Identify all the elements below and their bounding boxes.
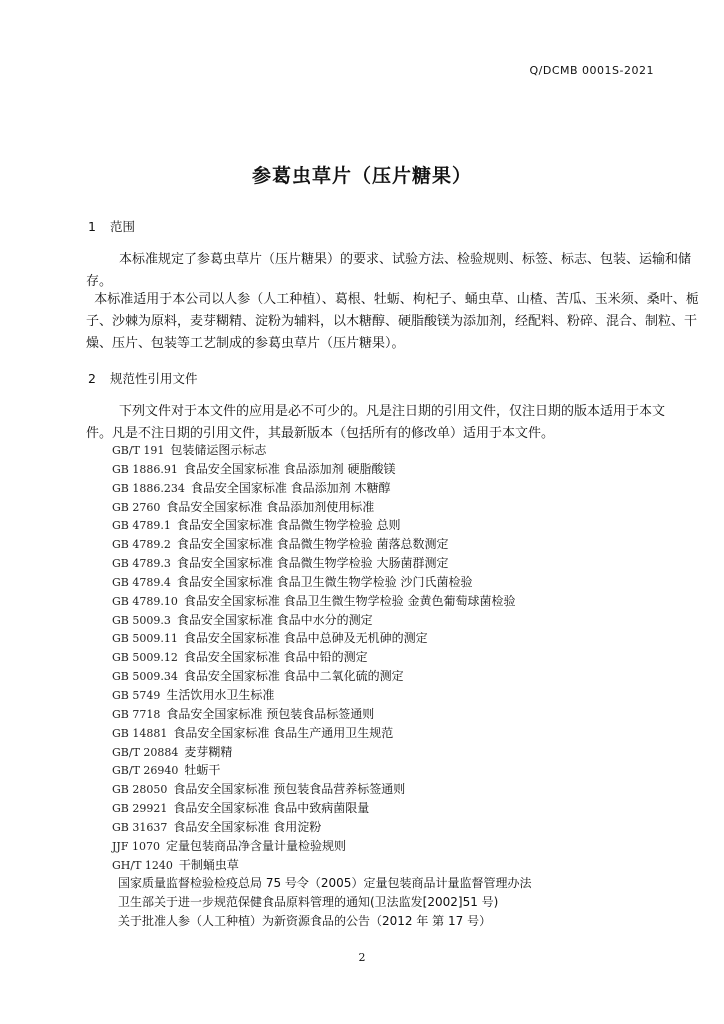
reference-name: 食品安全国家标准 预包装食品标签通则 (166, 706, 375, 721)
reference-code: GB 31637 (112, 820, 168, 834)
reference-code: GH/T 1240 (112, 858, 173, 872)
reference-name: 食品安全国家标准 食品添加剂 硬脂酸镁 (183, 461, 396, 476)
page-number: 2 (358, 951, 366, 964)
reference-code: GB 1886.234 (112, 481, 185, 495)
section-1-heading (88, 217, 135, 235)
reference-item (112, 441, 672, 460)
reference-item (112, 592, 672, 611)
reference-code: GB 5749 (112, 688, 161, 702)
reference-code: GB 5009.12 (112, 651, 178, 665)
reference-name: 牡蛎干 (184, 763, 221, 778)
section-2-paragraph-1 (86, 401, 666, 445)
reference-item (112, 705, 672, 724)
reference-item (112, 460, 672, 479)
reference-code: GB 4789.1 (112, 519, 171, 533)
reference-item (112, 761, 672, 780)
reference-list (112, 441, 672, 931)
reference-item (112, 874, 672, 893)
reference-item (112, 648, 672, 667)
reference-name: 食品安全国家标准 食品卫生微生物学检验 金黄色葡萄球菌检验 (183, 593, 516, 608)
reference-name: 关于批准人参（人工种植）为新资源食品的公告（2012 年 第 17 号） (118, 914, 492, 929)
reference-item (112, 780, 672, 799)
reference-code: GB 1886.91 (112, 462, 178, 476)
paragraph-line: 下列文件对于本文件的应用是必不可少的。凡是注日期的引用文件，仅注日期的版本适用于本文 (86, 404, 666, 419)
reference-code: GB 4789.2 (112, 538, 171, 552)
reference-name: 食品安全国家标准 食品微生物学检验 总则 (176, 518, 401, 533)
reference-item (112, 686, 672, 705)
reference-code: GB 4789.10 (112, 594, 178, 608)
document-title: 参葛虫草片（压片糖果） (251, 165, 472, 187)
reference-code: GB 5009.3 (112, 613, 171, 627)
section-1-paragraph-1 (86, 249, 692, 293)
reference-code: GB 4789.4 (112, 575, 171, 589)
reference-code: GB 5009.11 (112, 632, 178, 646)
reference-name: 食品安全国家标准 食品添加剂使用标准 (166, 499, 375, 514)
reference-name: 食品安全国家标准 食品微生物学检验 菌落总数测定 (176, 537, 449, 552)
reference-name: 食品安全国家标准 食品中水分的测定 (176, 612, 373, 627)
reference-name: 包装储运图示标志 (170, 443, 267, 457)
reference-item (112, 479, 672, 498)
reference-item (112, 818, 672, 837)
reference-name: 国家质量监督检验检疫总局 75 号令（2005）定量包装商品计量监督管理办法 (118, 876, 532, 891)
reference-name: 食品安全国家标准 食品中总砷及无机砷的测定 (183, 631, 428, 646)
reference-name: 食品安全国家标准 食品中铅的测定 (183, 650, 368, 665)
section-title: 范围 (109, 219, 135, 234)
reference-item (112, 856, 672, 875)
reference-item (112, 837, 672, 856)
reference-item (112, 554, 672, 573)
reference-code: GB 5009.34 (112, 670, 178, 684)
reference-item (112, 893, 672, 912)
section-title: 规范性引用文件 (109, 371, 198, 386)
paragraph-line: 存。 (86, 274, 113, 289)
reference-code: GB/T 191 (112, 444, 165, 457)
reference-item (112, 535, 672, 554)
reference-item (112, 611, 672, 630)
reference-code: GB 14881 (112, 726, 168, 740)
reference-name: 食品安全国家标准 预包装食品营养标签通则 (173, 782, 406, 797)
reference-item (112, 573, 672, 592)
standard-code: Q/DCMB 0001S-2021 (529, 64, 654, 77)
section-2-heading (88, 369, 198, 387)
reference-name: 食品安全国家标准 食品中致病菌限量 (173, 801, 370, 816)
reference-name: 食品安全国家标准 食品微生物学检验 大肠菌群测定 (176, 556, 449, 571)
reference-item (112, 629, 672, 648)
section-number: 1 (88, 219, 96, 234)
reference-code: GB 28050 (112, 783, 168, 797)
reference-item (112, 516, 672, 535)
reference-name: 食品安全国家标准 食品中二氧化硫的测定 (183, 669, 404, 684)
reference-item (112, 912, 672, 931)
reference-item (112, 743, 672, 762)
paragraph-line: 本标准规定了参葛虫草片（压片糖果）的要求、试验方法、检验规则、标签、标志、包装、运输和储 (86, 252, 692, 267)
reference-name: 食品安全国家标准 食品添加剂 木糖醇 (190, 480, 391, 495)
reference-item (112, 498, 672, 517)
reference-code: JJF 1070 (112, 839, 160, 853)
reference-code: GB 29921 (112, 802, 168, 816)
reference-code: GB 7718 (112, 707, 161, 721)
reference-name: 食品安全国家标准 食品生产通用卫生规范 (173, 725, 394, 740)
reference-name: 卫生部关于进一步规范保健食品原料管理的通知(卫法监发[2002]51 号) (118, 895, 499, 910)
section-1-paragraph-2 (86, 289, 699, 355)
reference-name: 干制蛹虫草 (178, 857, 239, 872)
reference-item (112, 667, 672, 686)
paragraph-line: 子、沙棘为原料，麦芽糊精、淀粉为辅料，以木糖醇、硬脂酸镁为添加剂，经配料、粉碎、混合、制粒、干 (86, 314, 698, 329)
section-number: 2 (88, 371, 96, 386)
reference-name: 食品安全国家标准 食品卫生微生物学检验 沙门氏菌检验 (176, 574, 473, 589)
reference-code: GB/T 20884 (112, 745, 179, 759)
reference-name: 食品安全国家标准 食用淀粉 (173, 819, 322, 834)
reference-name: 定量包装商品净含量计量检验规则 (165, 838, 346, 853)
paragraph-line: 燥、压片、包装等工艺制成的参葛虫草片（压片糖果）。 (86, 336, 405, 351)
paragraph-line: 本标准适用于本公司以人参（人工种植）、葛根、牡蛎、枸杞子、蛹虫草、山楂、苦瓜、玉米须、桑叶、栀 (86, 292, 699, 307)
reference-code: GB/T 26940 (112, 764, 179, 778)
reference-code: GB 2760 (112, 500, 161, 514)
reference-name: 麦芽糊精 (184, 744, 233, 759)
paragraph-line: 件。凡是不注日期的引用文件，其最新版本（包括所有的修改单）适用于本文件。 (86, 426, 555, 441)
reference-item (112, 724, 672, 743)
reference-code: GB 4789.3 (112, 557, 171, 571)
reference-name: 生活饮用水卫生标准 (166, 687, 275, 702)
reference-item (112, 799, 672, 818)
